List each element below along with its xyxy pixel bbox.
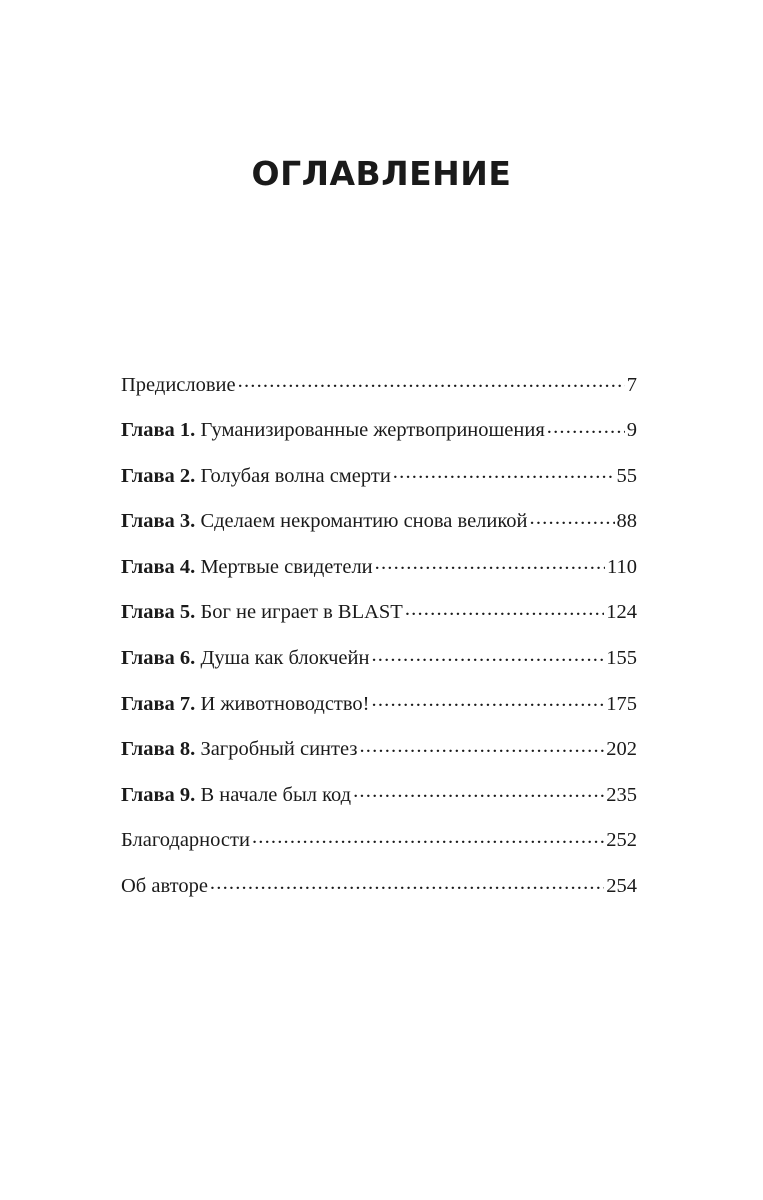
toc-chapter-label: Глава 7.	[121, 692, 196, 715]
toc-page-number: 252	[606, 829, 637, 852]
toc-entry-name: Гуманизированные жертвоприношения	[195, 419, 545, 442]
toc-entry-title	[121, 648, 369, 669]
toc-entry-chapter-4[interactable]	[121, 544, 637, 590]
toc-entry-chapter-1[interactable]	[121, 408, 637, 454]
toc-entry-title	[121, 375, 236, 396]
toc-entry-name: Мертвые свидетели	[195, 555, 373, 578]
toc-entry-chapter-2[interactable]	[121, 453, 637, 499]
toc-entry-preface[interactable]	[121, 362, 637, 408]
toc-entry-title	[121, 511, 528, 532]
toc-entry-name: Сделаем некромантию снова великой	[195, 510, 528, 533]
dot-leader	[372, 689, 605, 710]
table-of-contents	[121, 362, 637, 909]
dot-leader	[252, 826, 604, 847]
dot-leader	[371, 644, 604, 665]
toc-chapter-label: Глава 6.	[121, 647, 196, 670]
toc-entry-chapter-3[interactable]	[121, 499, 637, 545]
toc-entry-name: И животноводство!	[195, 692, 370, 715]
toc-entry-chapter-8[interactable]	[121, 727, 637, 773]
toc-entry-title	[121, 557, 373, 578]
toc-entry-chapter-6[interactable]	[121, 636, 637, 682]
toc-chapter-label: Глава 3.	[121, 510, 196, 533]
dot-leader	[210, 872, 604, 893]
page-title: ОГЛАВЛЕНИЕ	[251, 154, 512, 193]
toc-chapter-label: Глава 8.	[121, 738, 196, 761]
toc-entry-title	[121, 830, 250, 851]
toc-entry-title	[121, 602, 403, 623]
toc-page-number: 110	[607, 555, 637, 578]
toc-page-number: 124	[606, 601, 637, 624]
toc-page-number: 175	[606, 692, 637, 715]
toc-page-number: 55	[616, 464, 637, 487]
toc-entry-title	[121, 785, 351, 806]
toc-chapter-label: Глава 4.	[121, 555, 196, 578]
toc-page-number: 235	[606, 783, 637, 806]
toc-page-number: 202	[606, 738, 637, 761]
dot-leader	[375, 552, 605, 573]
toc-page-number: 155	[606, 647, 637, 670]
dot-leader	[530, 507, 615, 528]
toc-chapter-label: Глава 5.	[121, 601, 196, 624]
dot-leader	[353, 780, 604, 801]
dot-leader	[405, 598, 604, 619]
toc-entry-name: Душа как блокчейн	[195, 647, 370, 670]
toc-entry-name: В начале был код	[195, 783, 352, 806]
toc-entry-about-author[interactable]	[121, 864, 637, 910]
toc-entry-title	[121, 739, 357, 760]
toc-entry-chapter-7[interactable]	[121, 681, 637, 727]
toc-entry-name: Загробный синтез	[195, 738, 358, 761]
toc-entry-name: Голубая волна смерти	[195, 464, 391, 487]
toc-entry-acknowledgments[interactable]	[121, 818, 637, 864]
dot-leader	[393, 461, 615, 482]
toc-page-number: 254	[606, 875, 637, 898]
toc-entry-name: Бог не играет в BLAST	[195, 601, 403, 624]
toc-page-number: 9	[626, 419, 637, 442]
toc-entry-chapter-9[interactable]	[121, 772, 637, 818]
dot-leader	[359, 735, 604, 756]
dot-leader	[547, 416, 625, 437]
toc-entry-title	[121, 466, 391, 487]
dot-leader	[238, 370, 625, 391]
toc-chapter-label: Глава 1.	[121, 419, 196, 442]
toc-entry-title	[121, 694, 370, 715]
toc-entry-name: Предисловие	[121, 373, 236, 396]
toc-entry-title	[121, 876, 208, 897]
toc-entry-name: Благодарности	[121, 829, 250, 852]
toc-entry-title	[121, 420, 545, 441]
toc-entry-chapter-5[interactable]	[121, 590, 637, 636]
toc-chapter-label: Глава 9.	[121, 783, 196, 806]
toc-entry-name: Об авторе	[121, 875, 208, 898]
toc-chapter-label: Глава 2.	[121, 464, 196, 487]
toc-page-number: 88	[616, 510, 637, 533]
toc-page-number: 7	[626, 373, 637, 396]
